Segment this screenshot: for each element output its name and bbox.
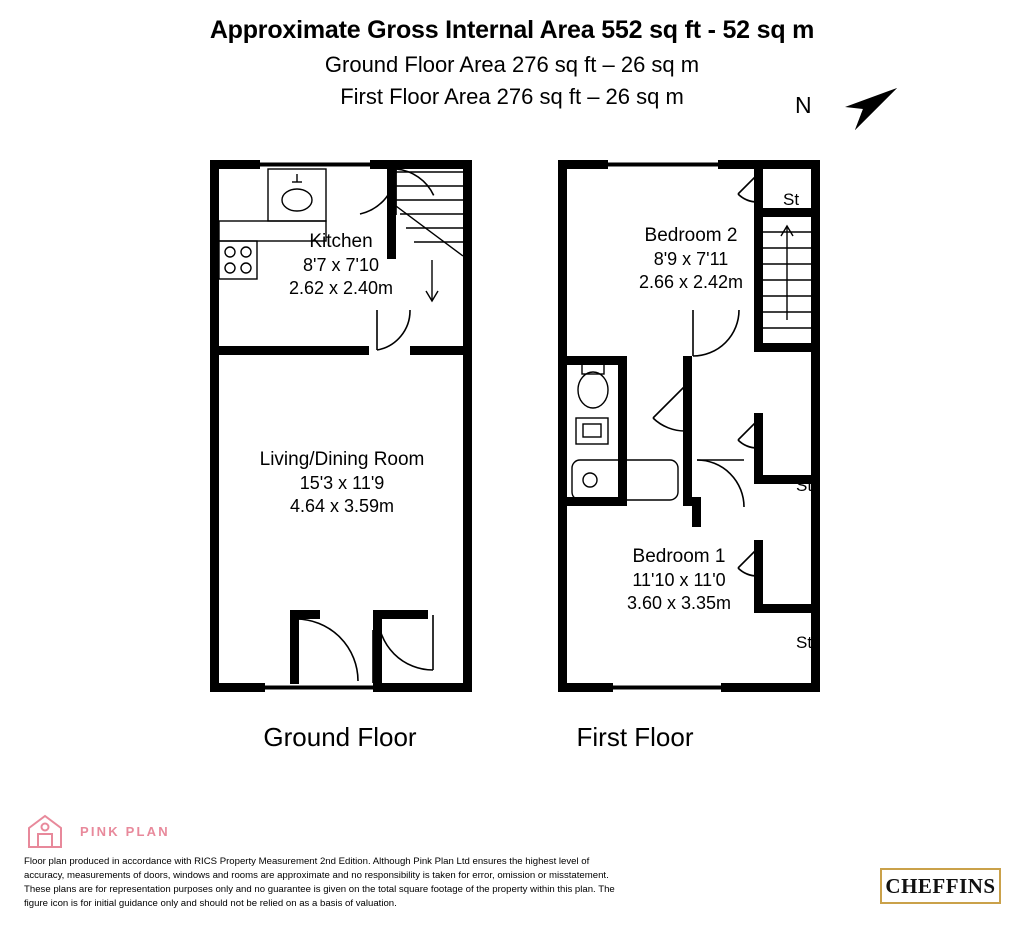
storage-label-1: St (783, 190, 800, 209)
ground-floor-caption: Ground Floor (263, 722, 417, 752)
storage-label-3: St (796, 633, 813, 652)
ground-floor-area-text: Ground Floor Area 276 sq ft – 26 sq m (324, 52, 700, 77)
storage-label-2: St (796, 476, 813, 495)
agent-logo (880, 868, 1001, 904)
first-floor-caption: First Floor (576, 722, 694, 752)
pinkplan-logo (24, 812, 324, 852)
agent-name: CHEFFINS (885, 873, 996, 898)
room-label-living-dining: Living/Dining Room 15'3 x 11'9 4.64 x 3.59m (259, 449, 425, 517)
room-label-kitchen: Kitchen 8'7 x 7'10 2.62 x 2.40m (288, 231, 394, 299)
north-arrow-icon (819, 86, 899, 134)
pinkplan-wordmark: PINK PLAN (80, 824, 170, 839)
page-title: Approximate Gross Internal Area 552 sq ft - 52 sq m (209, 16, 815, 44)
first-floor-area-text: First Floor Area 276 sq ft – 26 sq m (340, 84, 684, 109)
compass (795, 86, 915, 136)
first-floor-doors (653, 310, 744, 507)
disclaimer-text: Floor plan produced in accordance with RICS Property Measurement 2nd Edition. Although Pink Plan Ltd ensures the highest level of accuracy, measurements of doors, windows and rooms are approximate and no responsibility is taken for error, omission or misstatement. These plans are for representation purposes only and no guarantee is given on the total square footage of the property within this plan. The figure icon is for initial guidance only and should not be relied on as a basis of valuation. (24, 856, 615, 909)
room-label-bedroom-2: Bedroom 2 8'9 x 7'11 2.66 x 2.42m (638, 225, 744, 293)
pinkplan-house-icon (24, 812, 66, 852)
compass-north-label: N (795, 92, 812, 118)
room-label-bedroom-1: Bedroom 1 11'10 x 11'0 3.60 x 3.35m (626, 546, 732, 614)
